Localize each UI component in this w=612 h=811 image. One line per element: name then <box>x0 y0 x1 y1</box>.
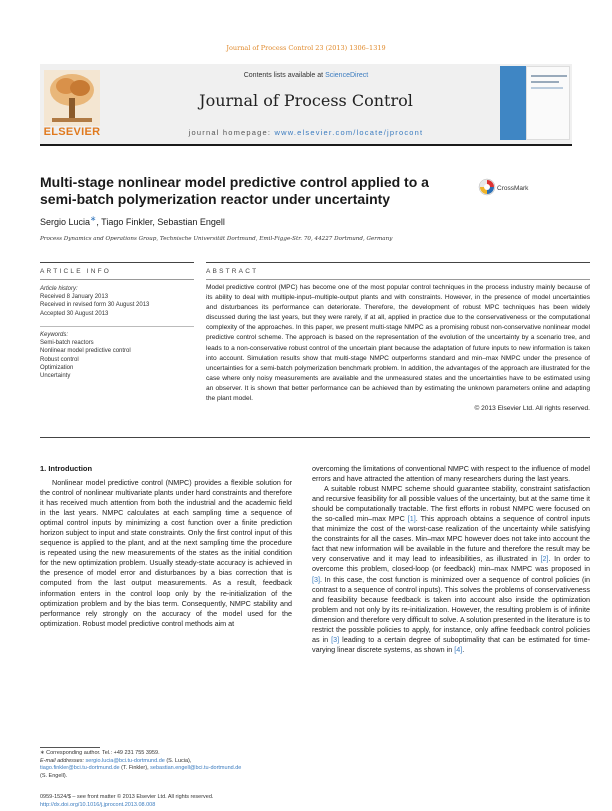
homepage-prefix: journal homepage: <box>188 128 275 137</box>
cover-decoration <box>527 67 571 141</box>
p3-text-a: A suitable robust NMPC scheme should guarantee stability, constraint satisfaction and recursive feasibility for all possible values of the uncertainty, but at the same time it should be computationally tractable. The first efforts in robust NMPC were focused on the so-called min–max MPC <box>312 484 590 524</box>
p3-text-f: . <box>462 644 465 654</box>
citation-ref[interactable]: [3] <box>331 634 340 644</box>
keywords-rule <box>40 326 194 327</box>
article-info-heading: ARTICLE INFO <box>40 268 112 275</box>
keyword-item: Optimization <box>40 364 74 371</box>
article-info-rule-top <box>40 262 194 263</box>
intro-paragraph-3 <box>312 484 590 655</box>
email-owner: (S. Engell). <box>40 772 68 779</box>
author-list <box>40 214 225 227</box>
history-label: Article history: <box>40 286 78 292</box>
p3-text-c: . In order to overcome this problem, closed-loop (or feedback) min–max NMPC was proposed in <box>312 554 590 574</box>
article-info-rule <box>40 279 194 280</box>
intro-paragraph-1: Nonlinear model predictive control (NMPC) provides a flexible solution for the control of nonlinear multivariate plants under hard constraints and therefore it has received much attention from both the industrial and the academic field in the last years. NMPC calculates at each sampling time a sequence of optimal control inputs by minimizing a cost function over a finite prediction horizon subject to input and state constraints. Only the first control input of this sequence is applied to the plant, and at the next sampling time the procedure is repeated using the new measurements of the states as the initial condition for the new optimization problem. Usually steady-state accuracy is achieved in the presence of model error and disturbances by a bias correction that is computed from the last output measurements. As a result, feedback information enters in the control loop only by the re-initialization of the optimization problem and by the bias term. Consequently, NMPC stability and performance rely strongly on the accuracy of the model used for the optimization. Robust model predictive control methods aim at <box>40 478 292 628</box>
citation-ref[interactable]: [3] <box>312 574 320 584</box>
bottom-info <box>40 794 213 809</box>
contents-prefix: Contents lists available at <box>243 72 326 79</box>
citation-ref[interactable]: [4] <box>454 644 463 654</box>
keyword-item: Semi-batch reactors <box>40 340 94 347</box>
keyword-item: Robust control <box>40 356 79 363</box>
authors-rest: , Tiago Finkler, Sebastian Engell <box>96 217 225 227</box>
sciencedirect-link[interactable]: ScienceDirect <box>325 72 369 79</box>
abstract-text: Model predictive control (MPC) has become one of the most popular control techniques in the process industry mainly because of its ability to deal with multiple-input–multiple-output plants and with constraints. However, in the presence of model uncertainties and disturbances its performance can deteriorate. Therefore, the development of robust MPC techniques has been widely discussed during the last years, but they were rarely, if at all, applied in practice due to the conservativeness or the computational complexity of the approaches. In this paper, we present multi-stage NMPC as a promising robust non-conservative nonlinear model predictive control scheme. The approach is based on the representation of the evolution of the uncertainty by a scenario tree, and leads to a non-conservative robust control of the uncertain plant because the adaptation of future inputs to new information is taken into account. Simulation results show that multi-stage NMPC outperforms standard and min–max NMPC under the presence of uncertainties for a semi-batch polymerization benchmark problem. In addition, the advantages of the approach are illustrated for the case where only noisy measurements are available and the unmeasured states and the uncertainties have to be estimated using an observer. It is shown that better performance can be achieved than by estimating the unknown parameters online and adapting the plant model. <box>206 284 590 403</box>
footnote <box>40 750 310 780</box>
journal-cover-page <box>526 66 570 140</box>
abstract-heading: ABSTRACT <box>206 268 259 275</box>
abstract-rule <box>206 279 590 280</box>
article-history <box>40 285 194 318</box>
journal-cover-image <box>500 66 526 140</box>
accepted-date: Accepted 30 August 2013 <box>40 310 109 317</box>
citation-ref[interactable]: [2] <box>540 554 549 564</box>
p3-text-b: . This approach obtains a sequence of control inputs that minimize the cost of the worst-case realization of the uncertainty while satisfying the constraints for all the cases. Min–max MPC however does not take into account the fact that new information will be available in the future and therefore the result may be very conservative and it may lead to infeasibilities, as illustrated in <box>312 514 590 564</box>
corresponding-author-note: ∗ Corresponding author. Tel.: +49 231 755 3959. <box>40 750 160 756</box>
email-link[interactable]: sergio.lucia@bci.tu-dortmund.de <box>85 757 165 764</box>
title-line-1: Multi-stage nonlinear model predictive control applied to a <box>40 174 429 190</box>
revised-date: Received in revised form 30 August 2013 <box>40 302 150 309</box>
journal-title: Journal of Process Control <box>199 91 413 110</box>
homepage-link[interactable]: www.elsevier.com/locate/jprocont <box>274 128 424 137</box>
header-rule <box>40 144 572 146</box>
intro-left-column <box>40 478 292 629</box>
intro-paragraph-2: overcoming the limitations of conventional NMPC with respect to the influence of model errors and have attracted the attention of many researchers during the last years. <box>312 464 590 484</box>
p3-text-d: . In this case, the cost function is minimized over a sequence of control policies (in contrast to a sequence of control inputs). This solves the problems of conservativeness and feasibility because feedback is taken into account also inside the optimization problem and not only by its re-initialization. However, the resulting problem is of infinite dimension and therefore very difficult to solve. A solution presented in the literature is to restrict the possible policies to apply, for instance, only affine feedback control policies as in <box>312 574 590 644</box>
keywords-block <box>40 331 194 380</box>
abstract-rule-top <box>206 262 590 263</box>
email-owner: (S. Lucia), <box>164 757 192 764</box>
email-label: E-mail addresses: <box>40 757 86 764</box>
abstract-copyright: © 2013 Elsevier Ltd. All rights reserved. <box>474 405 590 413</box>
corresponding-mark[interactable]: ∗ <box>90 214 97 223</box>
received-date: Received 8 January 2013 <box>40 294 109 301</box>
keywords-label: Keywords: <box>40 332 69 338</box>
footnote-rule <box>40 747 100 748</box>
abstract-rule-bottom <box>40 437 590 438</box>
email-owner: (T. Finkler), <box>119 765 151 772</box>
doi-link[interactable]: http://dx.doi.org/10.1016/j.jprocont.2013.08.008 <box>40 801 156 808</box>
author-1[interactable]: Sergio Lucia <box>40 217 91 227</box>
title-line-2: semi-batch polymerization reactor under uncertainty <box>40 191 391 207</box>
email-addresses <box>40 758 310 781</box>
keyword-item: Uncertainty <box>40 373 71 380</box>
citation-ref[interactable]: [1] <box>407 514 416 524</box>
email-link[interactable]: tiago.finkler@bci.tu-dortmund.de <box>40 765 120 772</box>
intro-right-column <box>312 464 590 655</box>
p3-text-e: leading to a certain degree of suboptimality that can be estimated for time-varying linear discrete systems, as shown in <box>312 634 590 654</box>
issn-line: 0959-1524/$ – see front matter © 2013 Elsevier Ltd. All rights reserved. <box>40 794 214 800</box>
keyword-item: Nonlinear model predictive control <box>40 348 131 355</box>
email-link[interactable]: sebastian.engell@bci.tu-dortmund.de <box>150 765 242 772</box>
abstract-body <box>206 283 590 414</box>
section-heading-introduction: 1. Introduction <box>40 464 93 473</box>
journal-citation[interactable]: Journal of Process Control 23 (2013) 1306–1319 <box>226 44 386 52</box>
crossmark-label: CrossMark <box>497 185 529 192</box>
crossmark-badge[interactable] <box>478 177 538 197</box>
affiliation: Process Dynamics and Operations Group, Technische Universität Dortmund, Emil-Figge-Str. 70, 44227 Dortmund, Germany <box>40 236 393 242</box>
article-title <box>40 174 460 208</box>
publisher-name: ELSEVIER <box>43 126 101 138</box>
